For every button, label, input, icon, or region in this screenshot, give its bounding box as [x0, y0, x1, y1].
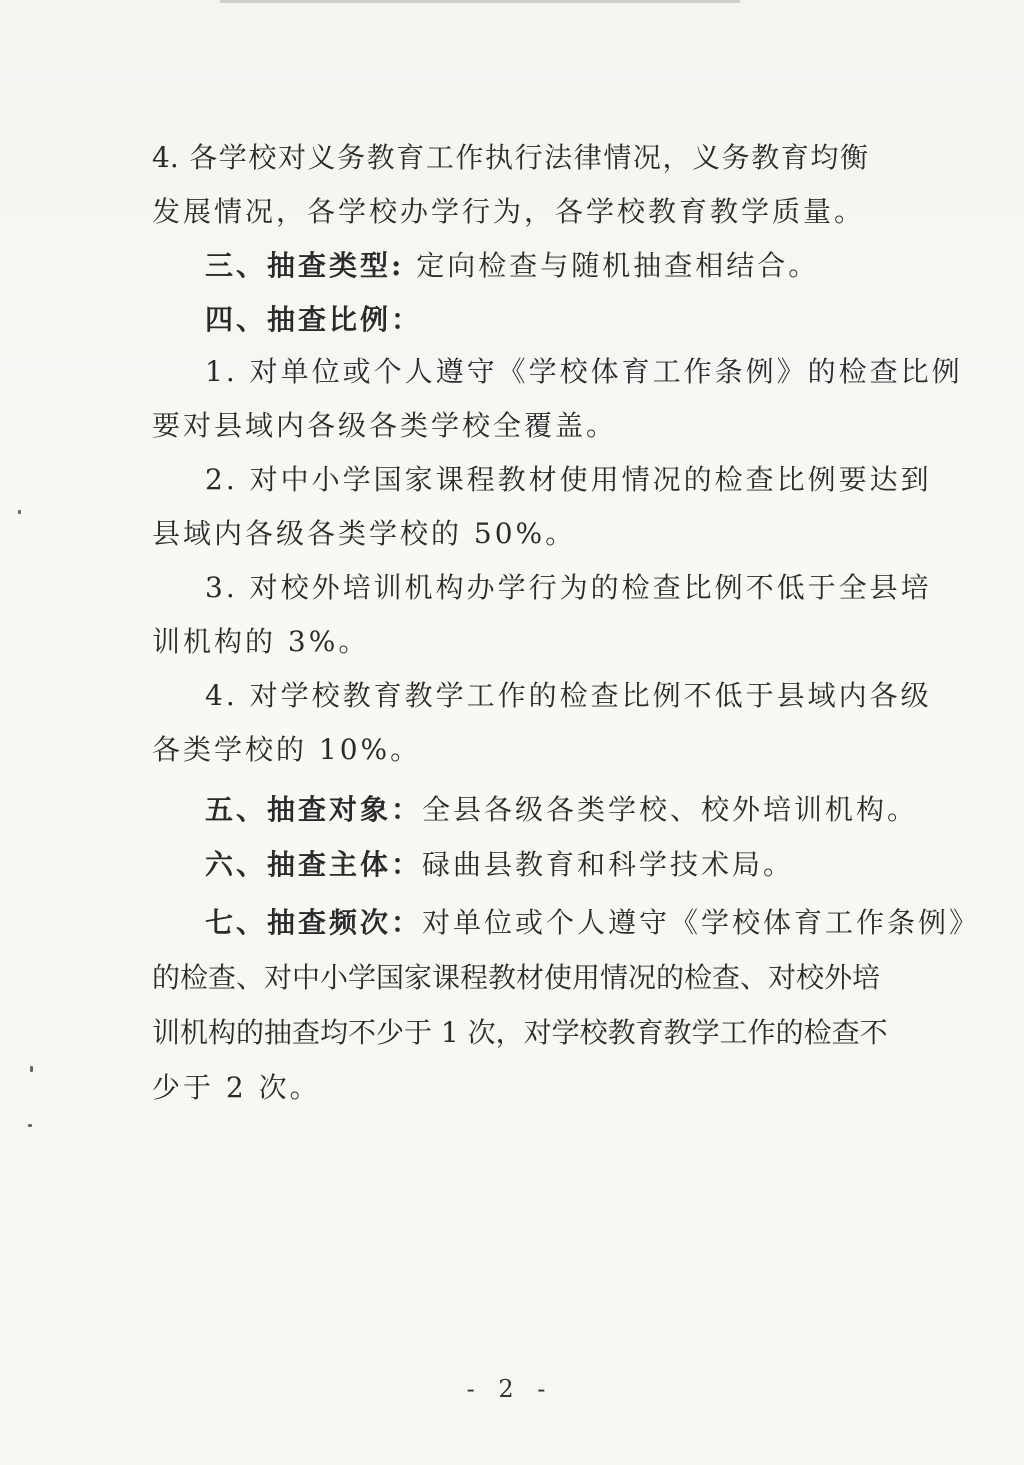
section7-row	[205, 903, 980, 943]
section3-heading: 三、抽查类型	[205, 249, 392, 282]
section7-line3: 训机构的抽查均不少于 1 次，对学校教育教学工作的检查不	[152, 1016, 888, 1049]
section3-row	[205, 246, 819, 286]
page-top-edge	[220, 0, 740, 3]
item4-line1: 4. 对学校教育教学工作的检查比例不低于县域内各级	[205, 679, 932, 712]
item3-line2: 训机构的 3%。	[152, 625, 370, 658]
section7-heading: 七、抽查频次：	[205, 906, 423, 939]
item3-line1: 3. 对校外培训机构办学行为的检查比例不低于全县培	[205, 571, 932, 604]
scan-speck	[30, 1066, 33, 1072]
section6-heading: 六、抽查主体：	[205, 848, 423, 881]
section5-row	[205, 790, 918, 830]
para4-line2: 发展情况，各学校办学行为，各学校教育教学质量。	[152, 195, 866, 228]
scan-speck	[28, 1124, 32, 1127]
section5-body: 全县各级各类学校、校外培训机构。	[422, 793, 919, 826]
item2-line1: 2. 对中小学国家课程教材使用情况的检查比例要达到	[205, 463, 932, 496]
item2-line2: 县域内各级各类学校的 50%。	[152, 517, 577, 550]
section7-line2: 的检查、对中小学国家课程教材使用情况的检查、对校外培	[152, 961, 881, 994]
section3-colon: :	[391, 249, 405, 282]
section6-row	[205, 845, 794, 885]
section4-heading: 四、抽查比例：	[205, 303, 423, 336]
section7-body-line1: 对单位或个人遵守《学校体育工作条例》	[422, 906, 981, 939]
para4-line1: 4. 各学校对义务教育工作执行法律情况，义务教育均衡	[152, 141, 868, 174]
section3-body: 定向检查与随机抽查相结合。	[404, 249, 820, 282]
section6-body: 碌曲县教育和科学技术局。	[422, 848, 795, 881]
item1-line2: 要对县域内各级各类学校全覆盖。	[152, 409, 618, 442]
scan-speck	[18, 510, 21, 514]
section7-line4: 少于 2 次。	[152, 1071, 321, 1104]
item1-line1: 1. 对单位或个人遵守《学校体育工作条例》的检查比例	[205, 355, 963, 388]
item4-line2: 各类学校的 10%。	[152, 733, 422, 766]
section5-heading: 五、抽查对象：	[205, 793, 423, 826]
page-number: - 2 -	[466, 1375, 554, 1403]
